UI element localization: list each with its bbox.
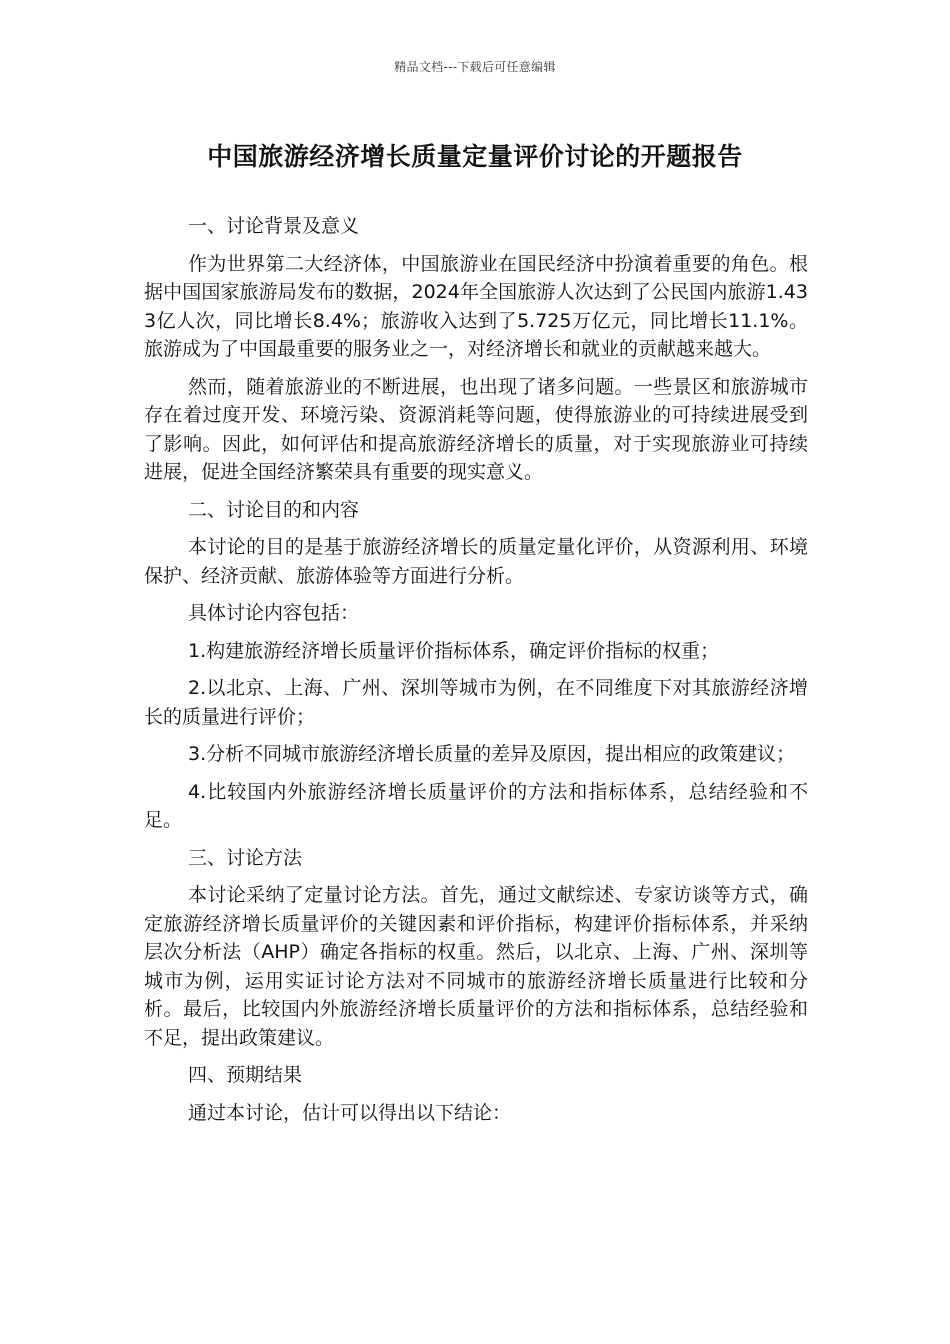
list-item-3: 3.分析不同城市旅游经济增长质量的差异及原因，提出相应的政策建议； [188,743,796,765]
header-note: 精品文档---下载后可任意编辑 [394,60,556,74]
paragraph-methods-1: 本讨论采纳了定量讨论方法。首先，通过文献综述、专家访谈等方式，确定旅游经济增长质量评价的关键因素和评价指标，构建评价指标体系，并采纳层次分析法（AHP）确定各指标的权重。然后，以北京、上海、广州、深圳等城市为例，运用实证讨论方法对不同城市的旅游经济增长质量进行比较和分析。最后，比较国内外旅游经济增长质量评价的方法和指标体系，总结经验和不足，提出政策建议。 [144,884,808,1049]
section-heading-background: 一、讨论背景及意义 [188,215,360,237]
document-body [144,212,808,1136]
section-heading-objectives: 二、讨论目的和内容 [188,498,360,521]
paragraph-background-2: 然而，随着旅游业的不断进展，也出现了诸多问题。一些景区和旅游城市存在着过度开发、环境污染、资源消耗等问题，使得旅游业的可持续进展受到了影响。因此，如何评估和提高旅游经济增长的质量，对于实现旅游业可持续进展，促进全国经济繁荣具有重要的现实意义。 [144,375,808,483]
paragraph-background-1: 作为世界第二大经济体，中国旅游业在国民经济中扮演着重要的角色。根据中国国家旅游局发布的数据，2024年全国旅游人次达到了公民国内旅游1.433亿人次，同比增长8.4%；旅游收入达到了5.725万亿元，同比增长11.1%。旅游成为了中国最重要的服务业之一，对经济增长和就业的贡献越来越大。 [144,252,808,360]
paragraph-expected-results-1: 通过本讨论，估计可以得出以下结论： [188,1101,512,1124]
section-heading-expected-results: 四、预期结果 [188,1064,303,1086]
list-item-4: 4.比较国内外旅游经济增长质量评价的方法和指标体系，总结经验和不足。 [144,780,808,831]
section-heading-methods: 三、讨论方法 [188,846,303,869]
list-item-2: 2.以北京、上海、广州、深圳等城市为例，在不同维度下对其旅游经济增长的质量进行评价； [144,677,808,728]
paragraph-objectives-1: 本讨论的目的是基于旅游经济增长的质量定量化评价，从资源利用、环境保护、经济贡献、旅游体验等方面进行分析。 [144,536,808,587]
document-title: 中国旅游经济增长质量定量评价讨论的开题报告 [207,142,743,171]
list-item-1: 1.构建旅游经济增长质量评价指标体系，确定评价指标的权重； [188,639,720,662]
paragraph-objectives-2: 具体讨论内容包括： [188,602,360,624]
